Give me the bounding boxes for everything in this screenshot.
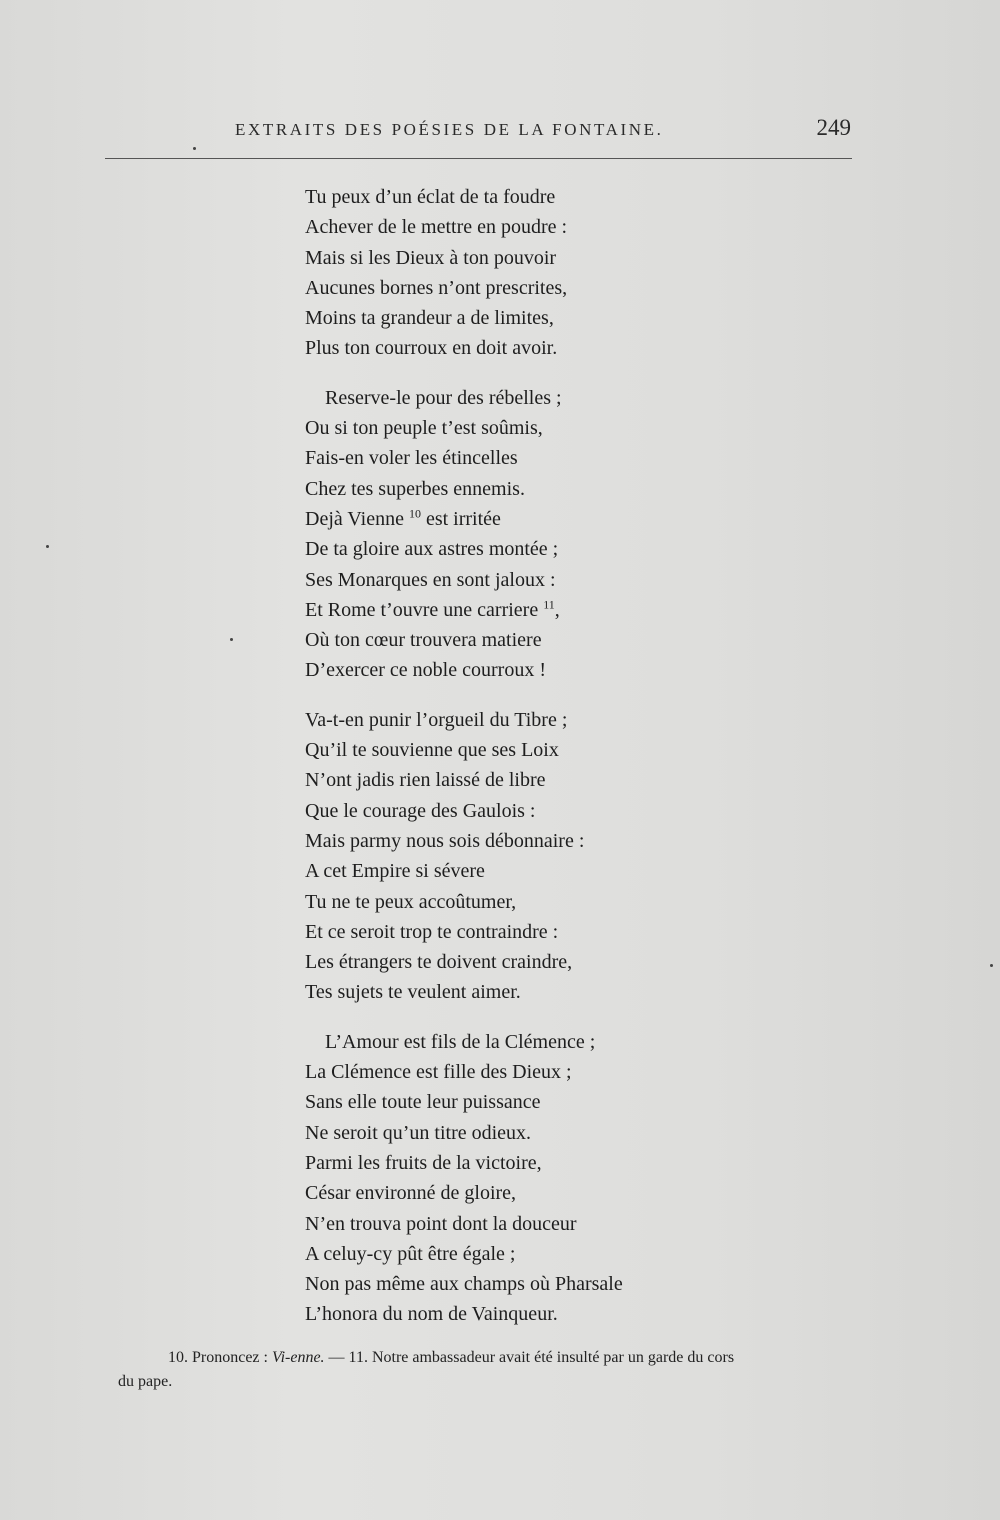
verse-line: César environné de gloire, — [305, 1182, 517, 1205]
print-speck — [230, 638, 233, 641]
stanza-1 — [305, 182, 725, 364]
verse-line: Ou si ton peuple t’est soûmis, — [305, 417, 543, 440]
verse-line: Où ton cœur trouvera matiere — [305, 629, 542, 652]
verse-line: Parmi les fruits de la victoire, — [305, 1151, 542, 1174]
verse-line: Mais parmy nous sois débonnaire : — [305, 829, 585, 852]
print-speck — [990, 964, 993, 967]
verse-line: N’ont jadis rien laissé de libre — [305, 769, 546, 792]
verse-line: Sans elle toute leur puissance — [305, 1091, 541, 1114]
header-rule — [105, 158, 852, 159]
verse-line: Les étrangers te doivent craindre, — [305, 951, 573, 974]
verse-text: , — [554, 598, 560, 621]
verse-line: N’en trouva point dont la douceur — [305, 1212, 577, 1235]
verse-line: A celuy-cy pût être égale ; — [305, 1242, 516, 1265]
verse-line: Tu peux d’un éclat de ta foudre — [305, 186, 556, 208]
running-title: EXTRAITS DES POÉSIES DE LA FONTAINE. — [235, 120, 664, 139]
verse-line: Mais si les Dieux à ton pouvoir — [305, 246, 557, 269]
page-header — [100, 110, 855, 150]
verse-text: Et Rome t’ouvre une carriere — [305, 598, 539, 621]
verse-line: Achever de le mettre en poudre : — [305, 216, 568, 239]
verse-line: Va-t-en punir l’orgueil du Tibre ; — [305, 708, 568, 731]
verse-text: Dejà Vienne — [305, 507, 404, 530]
verse-text: est irritée — [425, 507, 501, 530]
verse-line: Aucunes bornes n’ont prescrites, — [305, 276, 568, 299]
verse-line: De ta gloire aux astres montée ; — [305, 538, 559, 561]
verse-line: Chez tes superbes ennemis. — [305, 477, 525, 500]
footnote-ref-11: 11 — [543, 597, 555, 612]
verse-line: Non pas même aux champs où Pharsale — [305, 1273, 623, 1296]
footnote-text: 10. Prononcez : — [168, 1349, 272, 1366]
verse-line: A cet Empire si sévere — [305, 860, 485, 883]
print-speck — [46, 545, 49, 548]
verse-line: Tu ne te peux accoûtumer, — [305, 890, 517, 913]
verse-line: Moins ta grandeur a de limites, — [305, 307, 554, 330]
footnote-text: s — [727, 1349, 735, 1366]
verse-line: La Clémence est fille des Dieux ; — [305, 1061, 572, 1084]
verse-line: L’Amour est fils de la Clémence ; — [325, 1030, 596, 1053]
footnote-ref-10: 10 — [408, 506, 421, 521]
verse-line: Fais-en voler les étincelles — [305, 447, 518, 470]
footnote-pronunciation: Vi-enne. — [271, 1349, 325, 1366]
verse-line-with-footnote — [305, 595, 725, 625]
verse-line: Tes sujets te veulent aimer. — [305, 981, 521, 1004]
verse-line: D’exercer ce noble courroux ! — [305, 659, 546, 682]
verse-line: Ne seroit qu’un titre odieux. — [305, 1121, 532, 1144]
footnote-line — [118, 1346, 888, 1370]
verse-line: Reserve-le pour des rébelles ; — [325, 386, 562, 409]
stanza-3 — [305, 705, 725, 1008]
verse-line: Que le courage des Gaulois : — [305, 799, 536, 822]
footnote-text: — 11. Notre ambassadeur avait été insulté par un garde du cor — [324, 1349, 728, 1366]
print-speck — [193, 147, 196, 150]
verse-line: Plus ton courroux en doit avoir. — [305, 337, 558, 360]
verse-line-with-footnote — [305, 504, 725, 534]
footnotes — [118, 1346, 888, 1394]
verse-line: L’honora du nom de Vainqueur. — [305, 1303, 558, 1326]
footnote-line: du pape. — [118, 1373, 173, 1390]
stanza-4 — [305, 1027, 725, 1330]
verse-line: Ses Monarques en sont jaloux : — [305, 568, 556, 591]
poem-body — [305, 182, 725, 1330]
verse-line: Et ce seroit trop te contraindre : — [305, 920, 559, 943]
page-number: 249 — [816, 115, 851, 140]
verse-line: Qu’il te souvienne que ses Loix — [305, 739, 559, 762]
stanza-2 — [305, 383, 725, 686]
